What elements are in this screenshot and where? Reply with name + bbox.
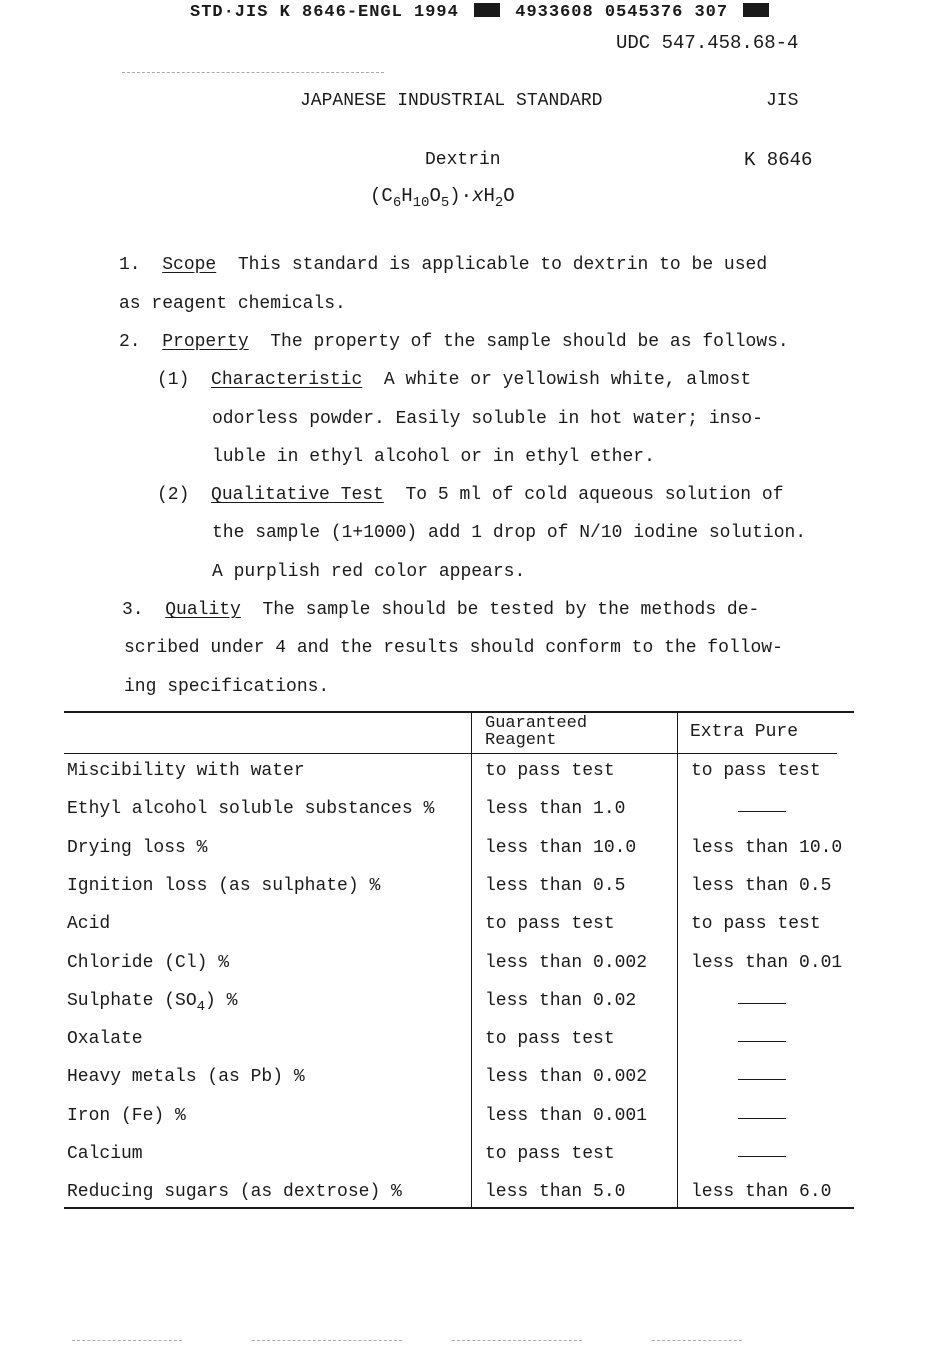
table-bottom-rule [64,1207,854,1209]
not-applicable-dash [738,1003,786,1004]
not-applicable-dash [738,1156,786,1157]
table-row-extra-pure: to pass test [691,914,821,935]
section-3-line-2: scribed under 4 and the results should conform to the follow- [124,638,783,658]
section-2-title: Property [162,332,249,352]
not-applicable-dash [738,1041,786,1042]
header-extra-pure: Extra Pure [690,722,799,742]
section-2: 2. Property The property of the sample should be as follows. [119,332,789,352]
section-3-line-3: ing specifications. [124,677,330,697]
scan-artifact-line [652,1340,742,1341]
jis-label: JIS [766,91,799,111]
table-row-item: Chloride (Cl) % [67,952,230,973]
table-row-item: Reducing sugars (as dextrose) % [67,1182,402,1203]
property-2-line-2: the sample (1+1000) add 1 drop of N/10 iodine solution. [212,523,807,543]
table-row-item: Ethyl alcohol soluble substances % [67,799,435,820]
table-row-guaranteed-reagent: to pass test [485,1029,615,1050]
table-row-guaranteed-reagent: to pass test [485,761,615,781]
table-row-extra-pure: to pass test [691,761,821,781]
table-row-item: Acid [67,914,111,935]
scan-artifact-line [122,72,384,73]
table-row-item: Iron (Fe) % [67,1105,186,1126]
table-row-guaranteed-reagent: less than 0.002 [485,952,648,973]
substance-name: Dextrin [425,150,501,170]
section-3: 3. Quality The sample should be tested by the methods de- [122,600,760,620]
not-applicable-dash [738,1079,786,1080]
section-1-line-2: as reagent chemicals. [119,294,346,314]
section-1: 1. Scope This standard is applicable to dextrin to be used [119,255,768,275]
scan-artifact-line [72,1340,182,1341]
table-top-rule [64,711,854,713]
table-column-divider [677,711,678,1208]
table-column-divider [471,711,472,1208]
table-row-guaranteed-reagent: less than 5.0 [485,1182,626,1203]
header-line [190,3,773,22]
scan-artifact-line [252,1340,402,1341]
header-guaranteed-reagent: Guaranteed Reagent [485,714,588,750]
table-row-guaranteed-reagent: less than 0.001 [485,1105,648,1126]
table-row-guaranteed-reagent: less than 0.5 [485,875,626,896]
standard-title: JAPANESE INDUSTRIAL STANDARD [300,91,603,111]
table-row-item: Drying loss % [67,837,208,858]
section-3-title: Quality [165,600,241,620]
not-applicable-dash [738,811,786,812]
table-row-item: Miscibility with water [67,761,305,781]
table-row-guaranteed-reagent: less than 0.002 [485,1067,648,1088]
table-row-extra-pure: less than 10.0 [691,837,843,858]
table-row-guaranteed-reagent: less than 10.0 [485,837,637,858]
not-applicable-dash [738,1118,786,1119]
property-2: (2) Qualitative Test To 5 ml of cold aqueous solution of [157,485,784,505]
property-1-title: Characteristic [211,370,363,390]
table-row-item: Ignition loss (as sulphate) % [67,875,381,896]
barcode-mark-icon [474,3,500,17]
doc-code: STD·JIS K 8646-ENGL 1994 [190,3,459,22]
barcode-mark-icon [743,3,769,17]
table-row-extra-pure: less than 0.01 [691,952,843,973]
udc-code: UDC 547.458.68-4 [616,32,799,54]
table-row-extra-pure: less than 6.0 [691,1182,832,1203]
property-1: (1) Characteristic A white or yellowish white, almost [157,370,752,390]
table-row-item: Heavy metals (as Pb) % [67,1067,305,1088]
property-1-line-2: odorless powder. Easily soluble in hot water; inso- [212,409,763,429]
table-row-item: Sulphate $(SO_4)$ % [67,990,238,1015]
table-row-guaranteed-reagent: less than 0.02 [485,990,637,1011]
scan-artifact-line [452,1340,582,1341]
barcode-number: 4933608 0545376 307 [515,3,729,22]
property-2-title: Qualitative Test [211,485,384,505]
table-row-item: Calcium [67,1144,143,1164]
table-header-rule [64,753,837,754]
table-row-guaranteed-reagent: to pass test [485,914,615,935]
table-row-guaranteed-reagent: less than 1.0 [485,799,626,820]
property-1-line-3: luble in ethyl alcohol or in ethyl ether. [212,447,655,467]
property-2-line-3: A purplish red color appears. [212,562,526,582]
table-row-item: Oxalate [67,1029,143,1050]
chemical-formula: $(C_6H_{10}O_5)\cdot xH_2O$ [370,185,515,211]
section-1-title: Scope [162,255,217,275]
standard-number: K 8646 [744,149,813,171]
table-row-guaranteed-reagent: to pass test [485,1144,615,1164]
table-row-extra-pure: less than 0.5 [691,875,832,896]
